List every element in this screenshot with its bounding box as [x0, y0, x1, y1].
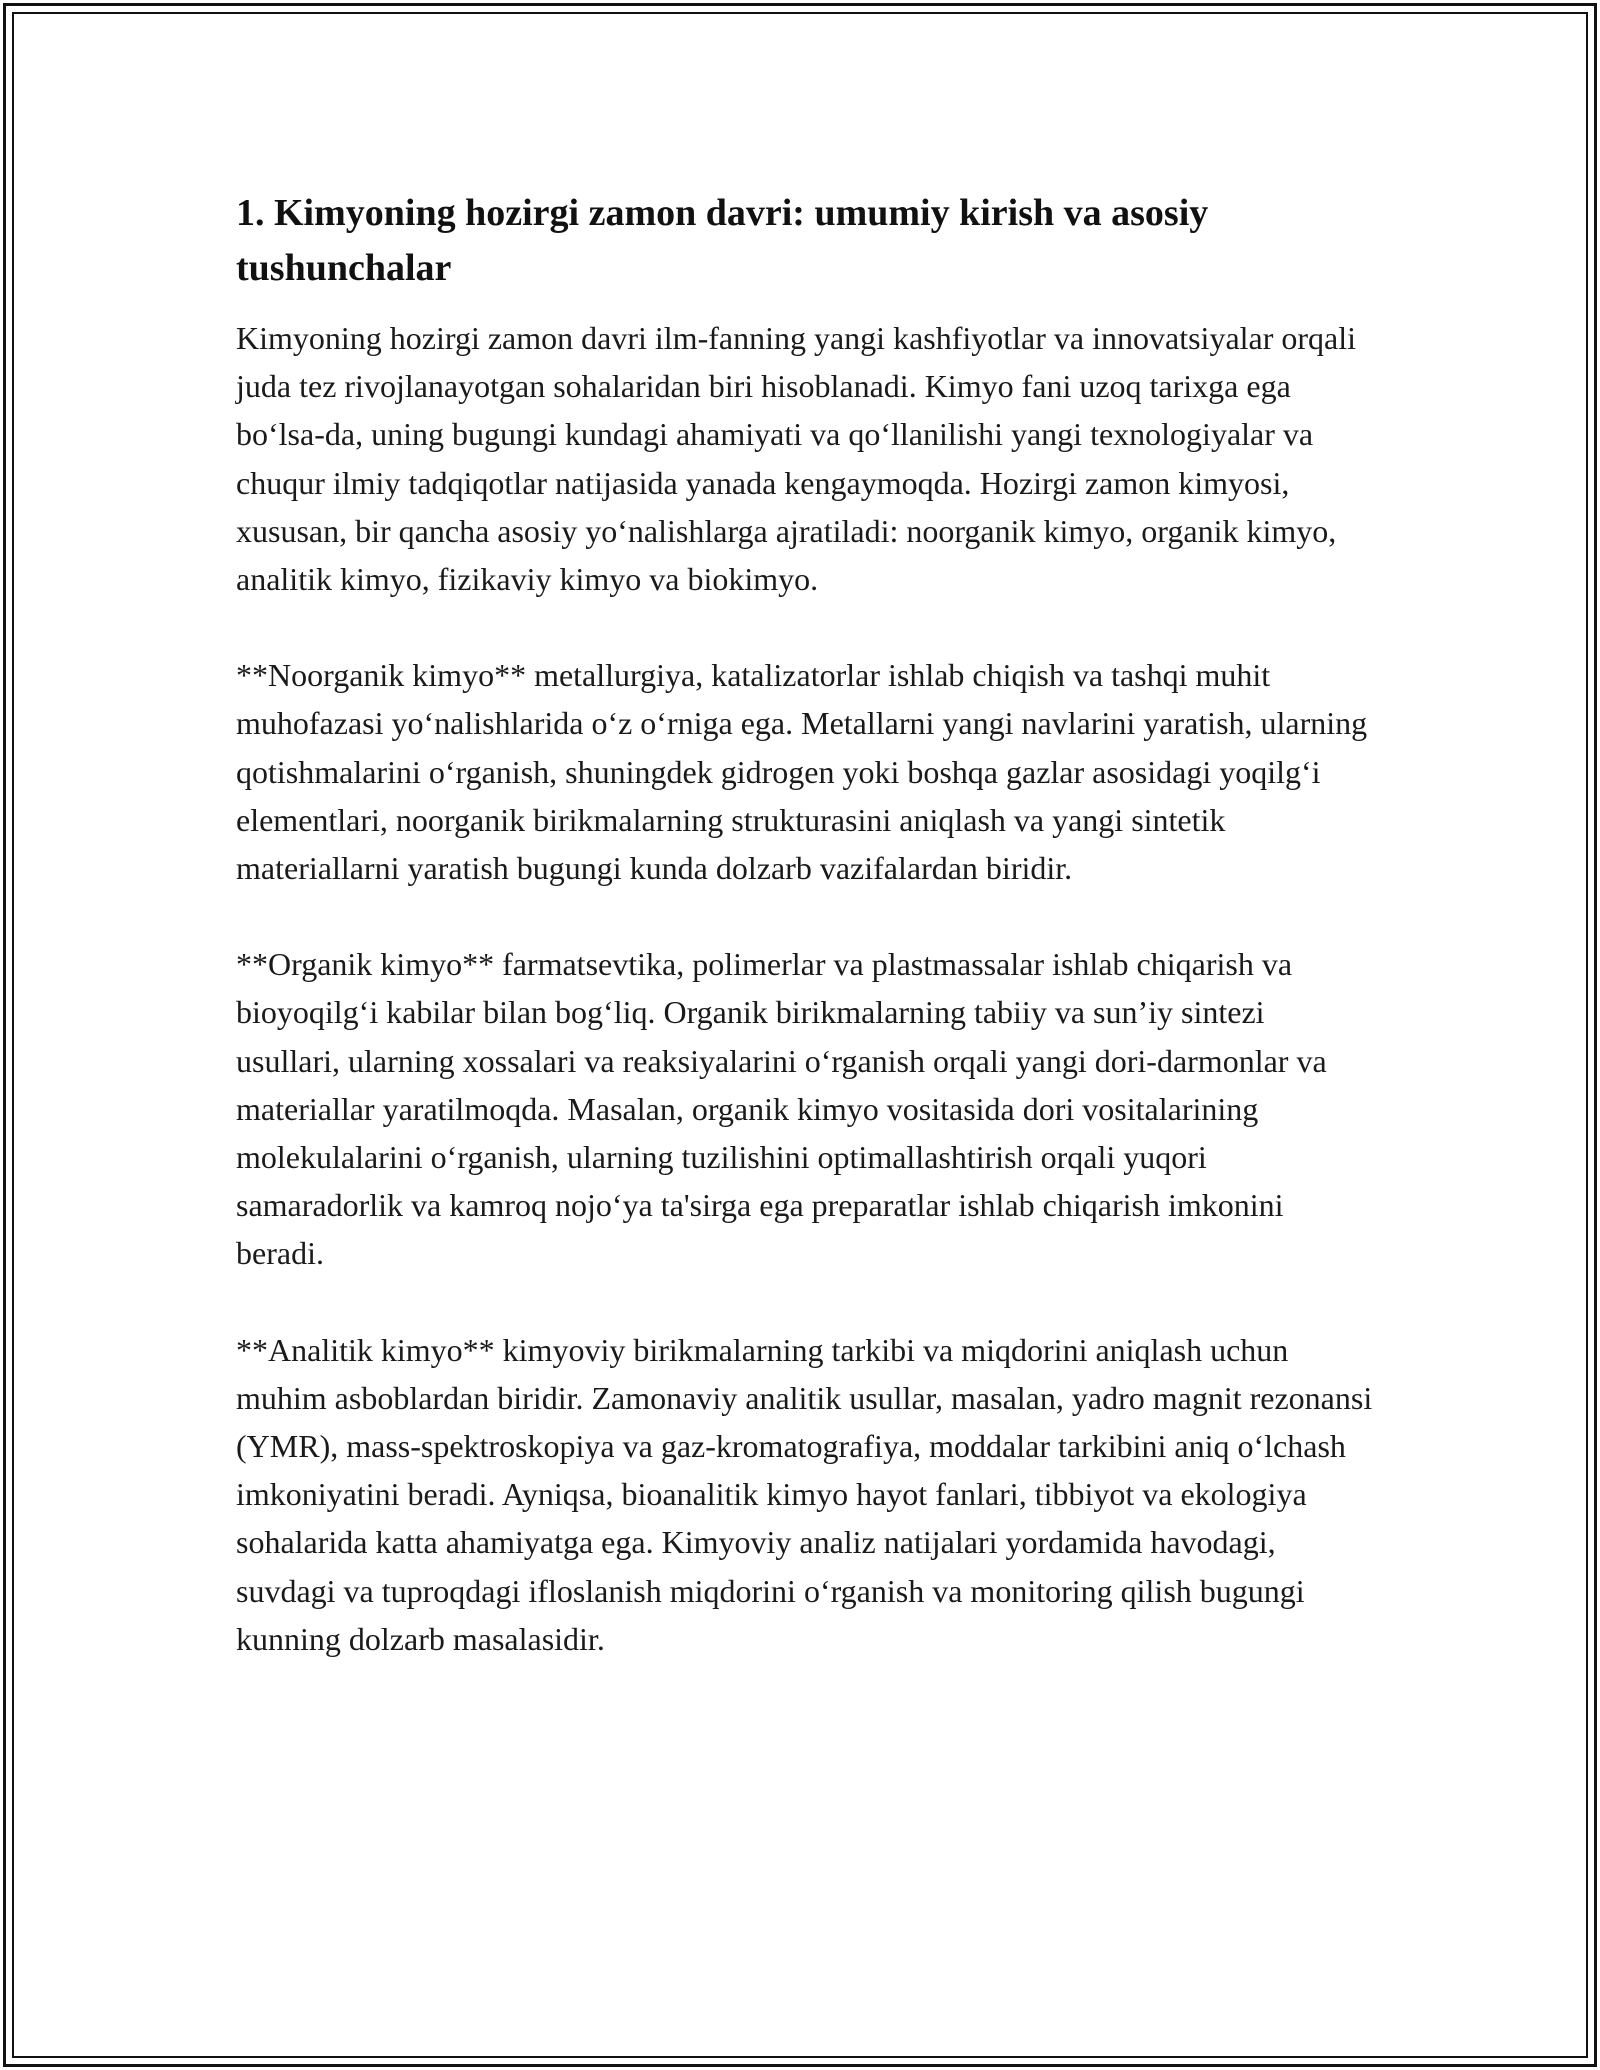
document-body [236, 186, 1376, 1663]
inorganic-chemistry-paragraph: **Noorganik kimyo** metallurgiya, katalizatorlar ishlab chiqish va tashqi muhit muhofazasi yoʻnalishlarida oʻz oʻrniga ega. Metallarni yangi navlarini yaratish, ularning qotishmalarini oʻrganish, shuningdek gidrogen yoki boshqa gazlar asosidagi yoqilgʻi elementlari, noorganik birikmalarning strukturasini aniqlash va yangi sintetik materiallarni yaratish bugungi kunda dolzarb vazifalardan biridir. [236, 657, 1368, 887]
analytical-chemistry-paragraph: **Analitik kimyo** kimyoviy birikmalarning tarkibi va miqdorini aniqlash uchun muhim asboblardan biridir. Zamonaviy analitik usullar, masalan, yadro magnit rezonansi (YMR), mass-spektroskopiya va gaz-kromatografiya, moddalar tarkibini aniq oʻlchash imkoniyatini beradi. Ayniqsa, bioanalitik kimyo hayot fanlari, tibbiyot va ekologiya sohalarida katta ahamiyatga ega. Kimyoviy analiz natijalari yordamida havodagi, suvdagi va tuproqdagi ifloslanish miqdorini oʻrganish va monitoring qilish bugungi kunning dolzarb masalasidir. [236, 1331, 1373, 1657]
section-heading: 1. Kimyoning hozirgi zamon davri: umumiy kirish va asosiy tushunchalar [236, 192, 1209, 289]
intro-paragraph: Kimyoning hozirgi zamon davri ilm-fanning yangi kashfiyotlar va innovatsiyalar orqali juda tez rivojlanayotgan sohalaridan biri hisoblanadi. Kimyo fani uzoq tarixga ega boʻlsa-da, uning bugungi kundagi ahamiyati va qoʻllanilishi yangi texnologiyalar va chuqur ilmiy tadqiqotlar natijasida yanada kengaymoqda. Hozirgi zamon kimyosi, xususan, bir qancha asosiy yoʻnalishlarga ajratiladi: noorganik kimyo, organik kimyo, analitik kimyo, fizikaviy kimyo va biokimyo. [236, 320, 1357, 598]
organic-chemistry-paragraph: **Organik kimyo** farmatsevtika, polimerlar va plastmassalar ishlab chiqarish va bioyoqilgʻi kabilar bilan bogʻliq. Organik birikmalarning tabiiy va sun’iy sintezi usullari, ularning xossalari va reaksiyalarini oʻrganish orqali yangi dori-darmonlar va materiallar yaratilmoqda. Masalan, organik kimyo vositasida dori vositalarining molekulalarini oʻrganish, ularning tuzilishini optimallashtirish orqali yuqori samaradorlik va kamroq nojoʻya ta'sirga ega preparatlar ishlab chiqarish imkonini beradi. [236, 946, 1327, 1272]
